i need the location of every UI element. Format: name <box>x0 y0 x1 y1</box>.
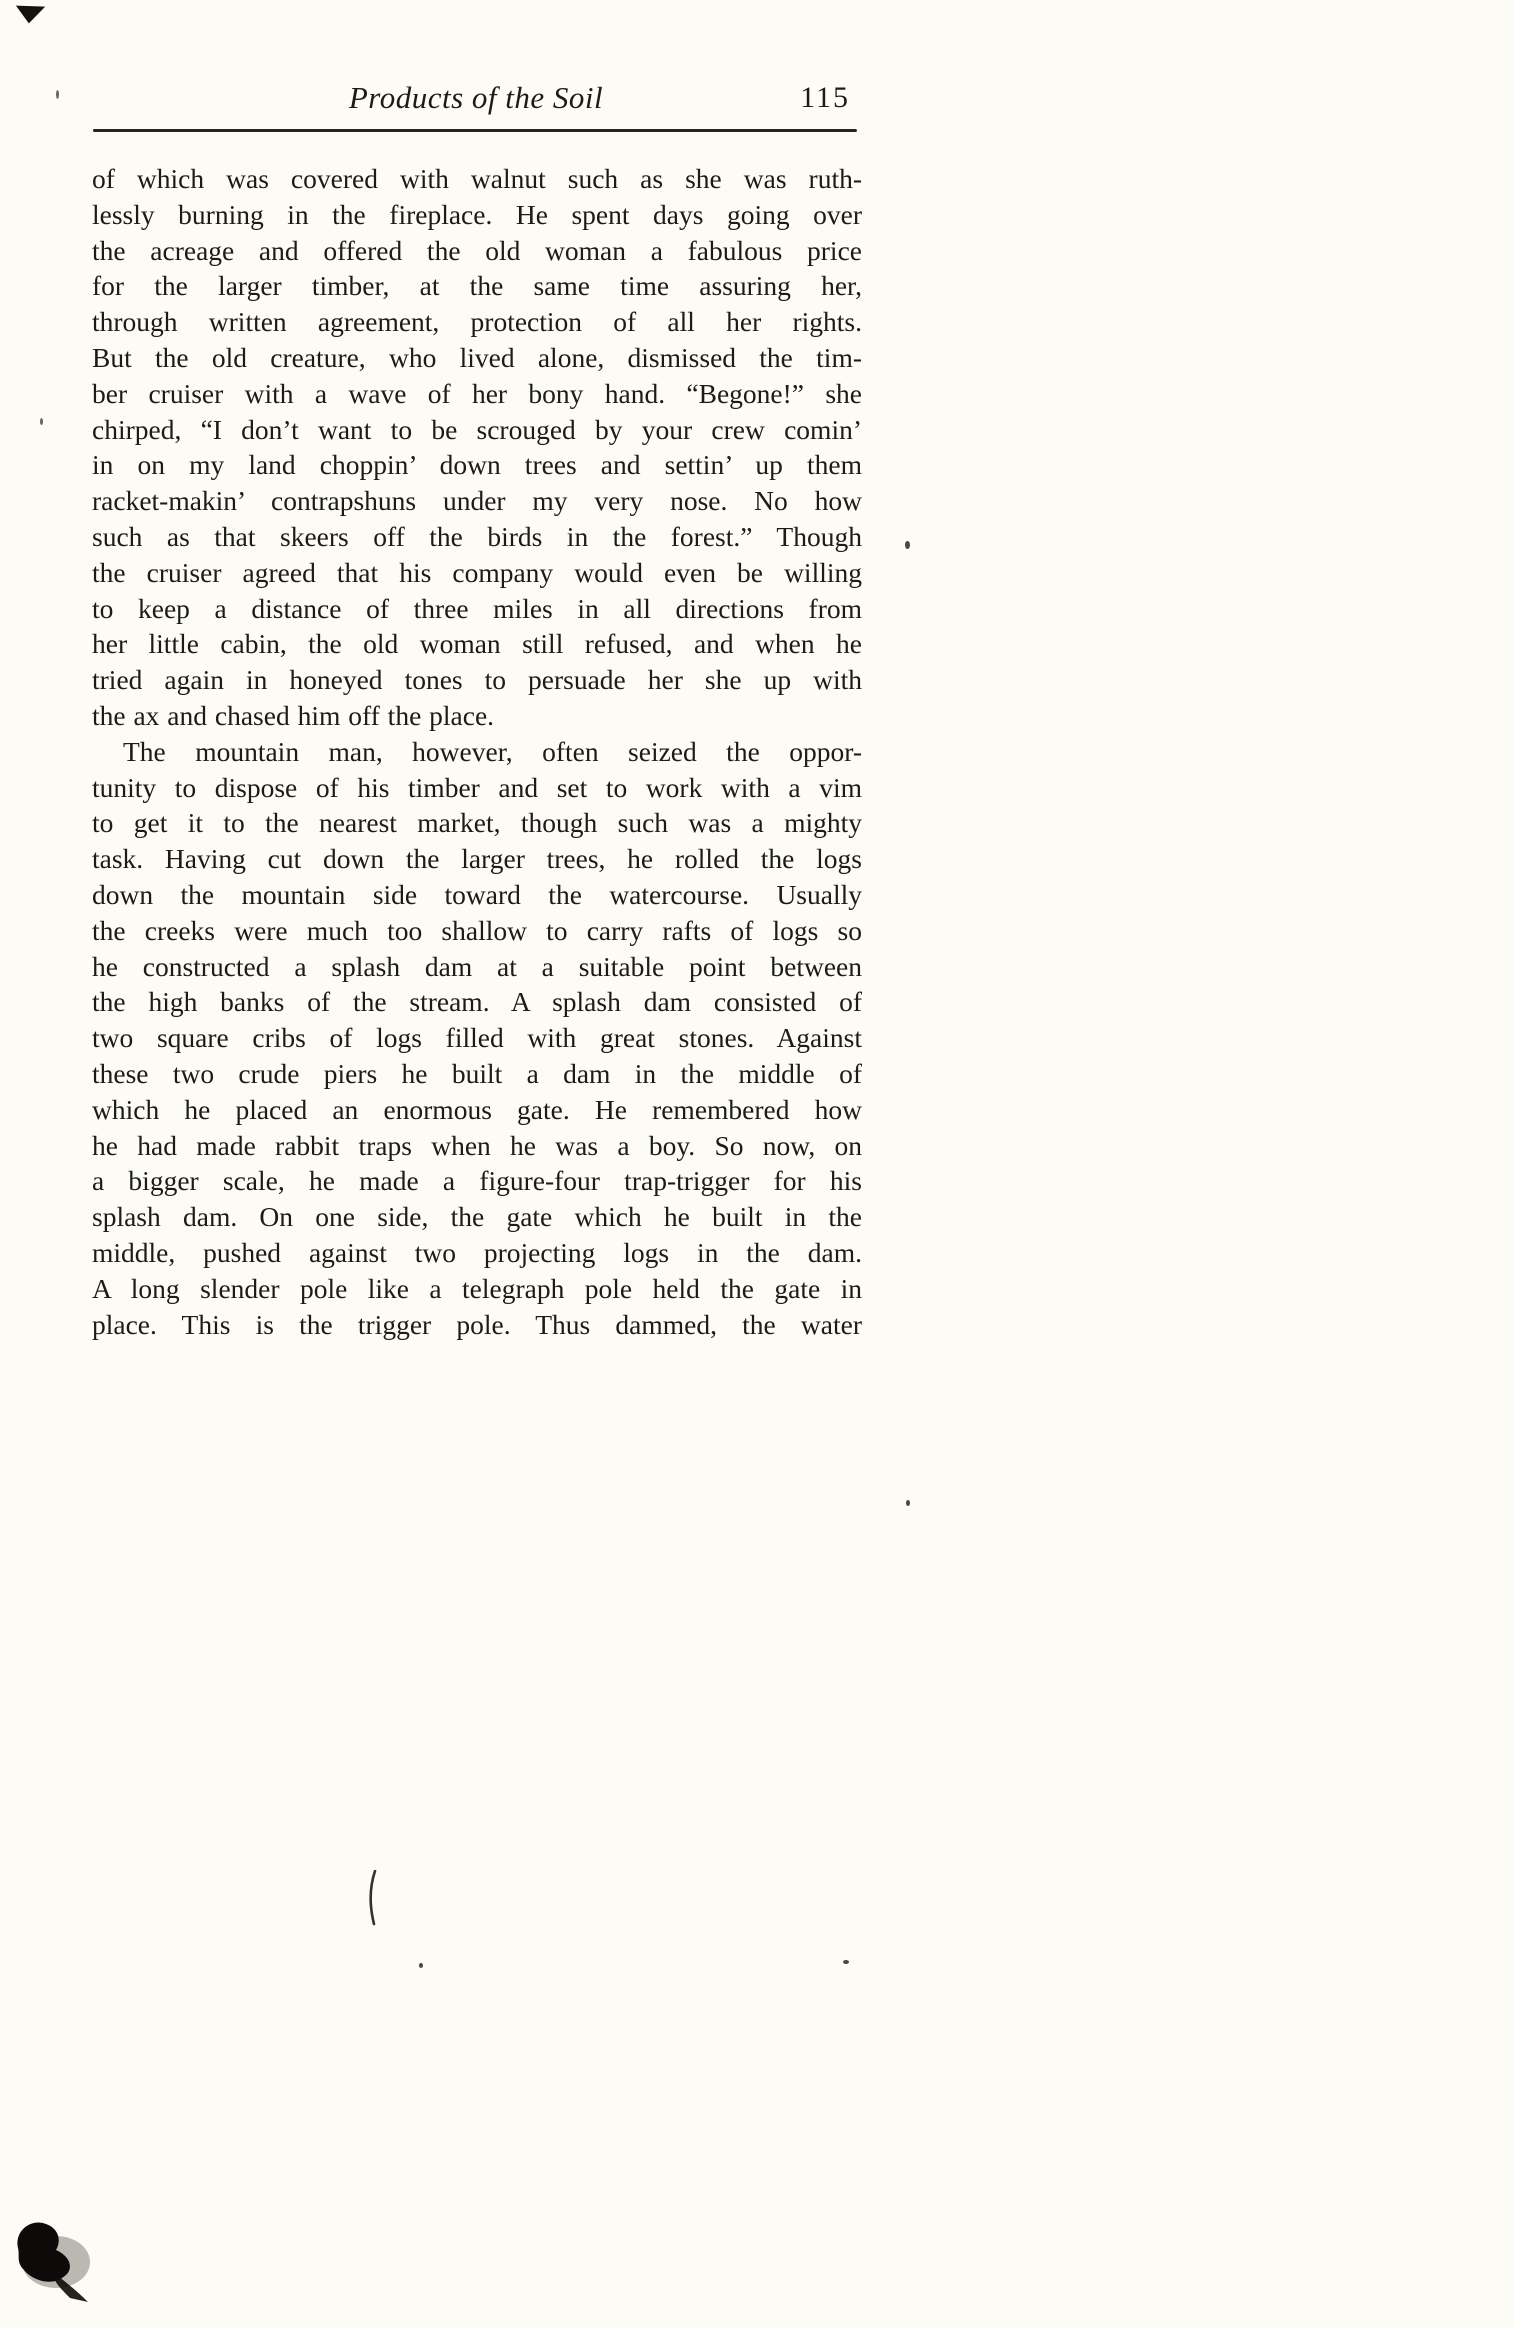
text-line: The mountain man, however, often seized the oppor- <box>123 735 862 767</box>
text-line: splash dam. On one side, the gate which he built in the <box>92 1201 862 1233</box>
text-line: two square cribs of logs filled with great stones. Against <box>92 1022 862 1054</box>
text-line: a bigger scale, he made a figure-four trap-trigger for his <box>92 1165 862 1197</box>
text-line: her little cabin, the old woman still refused, and when he <box>92 628 862 660</box>
text-line: to keep a distance of three miles in all directions from <box>92 592 862 624</box>
scan-speck <box>906 1500 910 1506</box>
arrow-artifact <box>16 3 50 34</box>
page-header <box>92 80 860 122</box>
text-line: place. This is the trigger pole. Thus dammed, the water <box>92 1308 862 1340</box>
text-line: task. Having cut down the larger trees, he rolled the logs <box>92 843 862 875</box>
scan-speck <box>843 1960 849 1964</box>
text-line: of which was covered with walnut such as she was ruth- <box>92 163 862 194</box>
text-line: racket-makin’ contrapshuns under my very nose. No how <box>92 485 862 517</box>
text-line: chirped, “I don’t want to be scrouged by your crew comin’ <box>92 413 862 445</box>
page-number: 115 <box>800 81 850 114</box>
running-title: Products of the Soil <box>348 80 604 115</box>
text-line: which he placed an enormous gate. He remembered how <box>92 1093 862 1125</box>
text-line: tunity to dispose of his timber and set to work with a vim <box>92 771 862 803</box>
scan-speck <box>419 1963 423 1968</box>
scan-speck <box>40 418 43 425</box>
paragraph <box>92 734 862 1343</box>
text-line: these two crude piers he built a dam in the middle of <box>92 1057 862 1089</box>
text-line: he constructed a splash dam at a suitable point between <box>92 950 862 982</box>
ink-blot <box>8 2214 98 2309</box>
text-line: middle, pushed against two projecting logs in the dam. <box>92 1236 862 1268</box>
text-line: the creeks were much too shallow to carry rafts of logs so <box>92 914 862 946</box>
text-line: through written agreement, protection of all her rights. <box>92 306 862 338</box>
text-line: in on my land choppin’ down trees and settin’ up them <box>92 449 862 481</box>
text-line: down the mountain side toward the watercourse. Usually <box>92 878 862 910</box>
text-line: tried again in honeyed tones to persuade her she up with <box>92 664 862 696</box>
page-body <box>92 161 862 1342</box>
header-rule <box>93 129 857 132</box>
stray-pen-mark <box>366 1870 382 1931</box>
text-line: A long slender pole like a telegraph pole held the gate in <box>92 1272 862 1304</box>
text-line: for the larger timber, at the same time assuring her, <box>92 270 862 302</box>
text-line: to get it to the nearest market, though such was a mighty <box>92 807 862 839</box>
text-line: But the old creature, who lived alone, dismissed the tim- <box>92 341 862 373</box>
text-line: the cruiser agreed that his company would even be willing <box>92 556 862 588</box>
scan-speck <box>56 90 59 99</box>
text-line: the ax and chased him off the place. <box>92 699 495 731</box>
text-line: the high banks of the stream. A splash dam consisted of <box>92 986 862 1018</box>
text-line: ber cruiser with a wave of her bony hand. “Begone!” she <box>92 377 862 409</box>
text-line: such as that skeers off the birds in the forest.” Though <box>92 520 862 552</box>
text-line: lessly burning in the fireplace. He spent days going over <box>92 198 862 230</box>
scan-speck <box>905 541 910 549</box>
paragraph <box>92 161 862 734</box>
text-line: the acreage and offered the old woman a fabulous price <box>92 234 862 266</box>
text-line: he had made rabbit traps when he was a boy. So now, on <box>92 1129 862 1161</box>
